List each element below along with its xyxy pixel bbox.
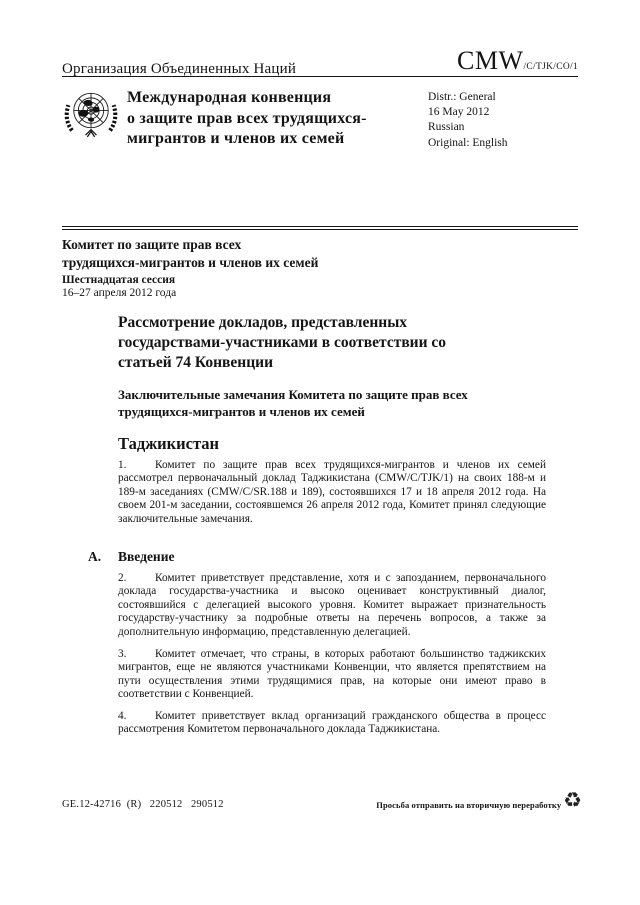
paragraph-4 — [118, 710, 546, 737]
section-a-title: Введение — [118, 549, 175, 565]
convention-title-line1: Международная конвенция — [127, 89, 332, 106]
masthead-rule — [62, 226, 578, 230]
distr-type: Distr.: General — [428, 91, 496, 103]
committee-name-line1: Комитет по защите прав всех — [62, 237, 242, 252]
paragraph-2-text: Комитет приветствует представление, хотя и с запозданием, первоначального доклада государства-участника и высоко оценивает конструктивный диалог, состоявшийся с делегацией высокого уровня. Комитет выражает признательность государству-участнику за подробные ответы на перечень вопросов, а также за дополнительную информацию, представленную делегацией. — [118, 572, 546, 638]
document-symbol-main: CMW — [456, 46, 524, 75]
distr-original: Original: English — [428, 136, 508, 149]
report-title: Рассмотрение докладов, представленных государствами-участниками в соответствии со статьей 74 Конвенции — [118, 314, 447, 371]
section-a-letter: A. — [88, 549, 102, 565]
paragraph-3 — [118, 648, 546, 702]
committee-block — [62, 236, 492, 300]
paragraph-1 — [118, 459, 546, 526]
paragraph-1-text: Комитет по защите прав всех трудящихся-мигрантов и членов их семей рассмотрел первоначальный доклад Таджикистана (CMW/C/TJK/1) на своих 188-м и 189-м заседаниях (CMW/C/SR.188 и 189), состоявшихся 17 и 18 апреля 2012 года. На своем 201-м заседании, состоявшемся 26 апреля 2012 года, Комитет принял следующие заключительные замечания. — [118, 459, 546, 525]
distribution-block — [428, 90, 508, 151]
session-dates: 16–27 апреля 2012 года — [62, 287, 177, 299]
recycle-notice — [376, 790, 582, 811]
distr-language: Russian — [428, 121, 465, 134]
paragraph-2-number: 2. — [118, 572, 127, 585]
convention-title — [127, 88, 427, 150]
document-symbol — [456, 46, 578, 78]
convention-title-line3: мигрантов и членов их семей — [127, 130, 345, 147]
session-title: Шестнадцатая сессия — [62, 274, 176, 286]
report-subtitle: Заключительные замечания Комитета по защите прав всех трудящихся-мигрантов и членов их семей — [118, 387, 468, 419]
header-rule — [62, 76, 578, 77]
un-emblem-icon — [62, 88, 120, 144]
distr-date: 16 May 2012 — [428, 106, 490, 119]
committee-name-line2: трудящихся-мигрантов и членов их семей — [62, 254, 319, 270]
paragraph-4-number: 4. — [118, 709, 127, 722]
document-body — [88, 313, 546, 737]
document-reference: GE.12-42716 (R) 220512 290512 — [62, 799, 224, 810]
header-row — [62, 46, 578, 78]
paragraph-4-text: Комитет приветствует вклад организаций гражданского общества в процесс рассмотрения Комитетом первоначального доклада Таджикистана. — [118, 709, 546, 736]
paragraph-1-number: 1. — [118, 459, 127, 471]
country-heading: Таджикистан — [118, 434, 220, 453]
recycle-notice-text: Просьба отправить на вторичную переработку — [376, 799, 562, 810]
document-symbol-sub: /C/TJK/CO/1 — [523, 62, 578, 72]
paragraph-3-text: Комитет отмечает, что страны, в которых работают большинство таджикских мигрантов, еще не являются участниками Конвенции, что является препятствием на пути осуществления этими трудящимися прав, на которые они имеют право в соответствии с Конвенцией. — [118, 648, 546, 701]
paragraph-3-number: 3. — [118, 648, 127, 661]
paragraph-2 — [118, 572, 546, 639]
organization-name: Организация Объединенных Наций — [62, 61, 297, 77]
convention-title-line2: о защите прав всех трудящихся- — [127, 109, 367, 127]
section-a-heading — [88, 548, 546, 565]
recycle-icon: ♻ — [563, 788, 582, 812]
